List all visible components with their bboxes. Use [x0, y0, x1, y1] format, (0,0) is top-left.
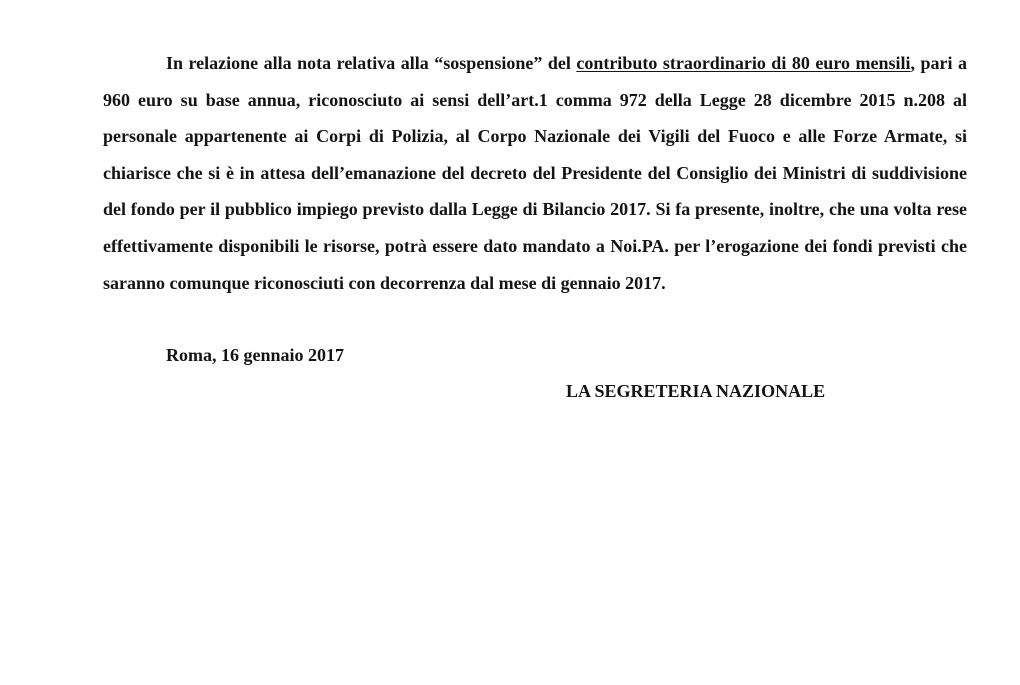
underlined-contribution-text: contributo straordinario di 80 euro mensili [576, 53, 911, 73]
date-line: Roma, 16 gennaio 2017 [166, 345, 345, 365]
paragraph-text-rest: , pari a 960 euro su base annua, riconosciuto ai sensi dell’art.1 comma 972 della Legge 28 dicembre 2015 n.208 al personale appartenente ai Corpi di Polizia, al Corpo Nazionale dei Vigili del Fuoco e alle Forze Armate, si chiarisce che si è in attesa dell’emanazione del decreto del Presidente del Consiglio dei Ministri di suddivisione del fondo per il pubblico impiego previsto dalla Legge di Bilancio 2017. Si fa presente, inoltre, che una volta rese effettivamente disponibili le risorse, potrà essere dato mandato a Noi.PA. per l’erogazione dei fondi previsti che saranno comunque riconosciuti con decorrenza dal mese di gennaio 2017. [103, 53, 967, 293]
body-paragraph [103, 45, 967, 301]
paragraph-text-start: In relazione alla nota relativa alla “sospensione” del [166, 53, 577, 73]
signature: LA SEGRETERIA NAZIONALE [566, 381, 826, 401]
